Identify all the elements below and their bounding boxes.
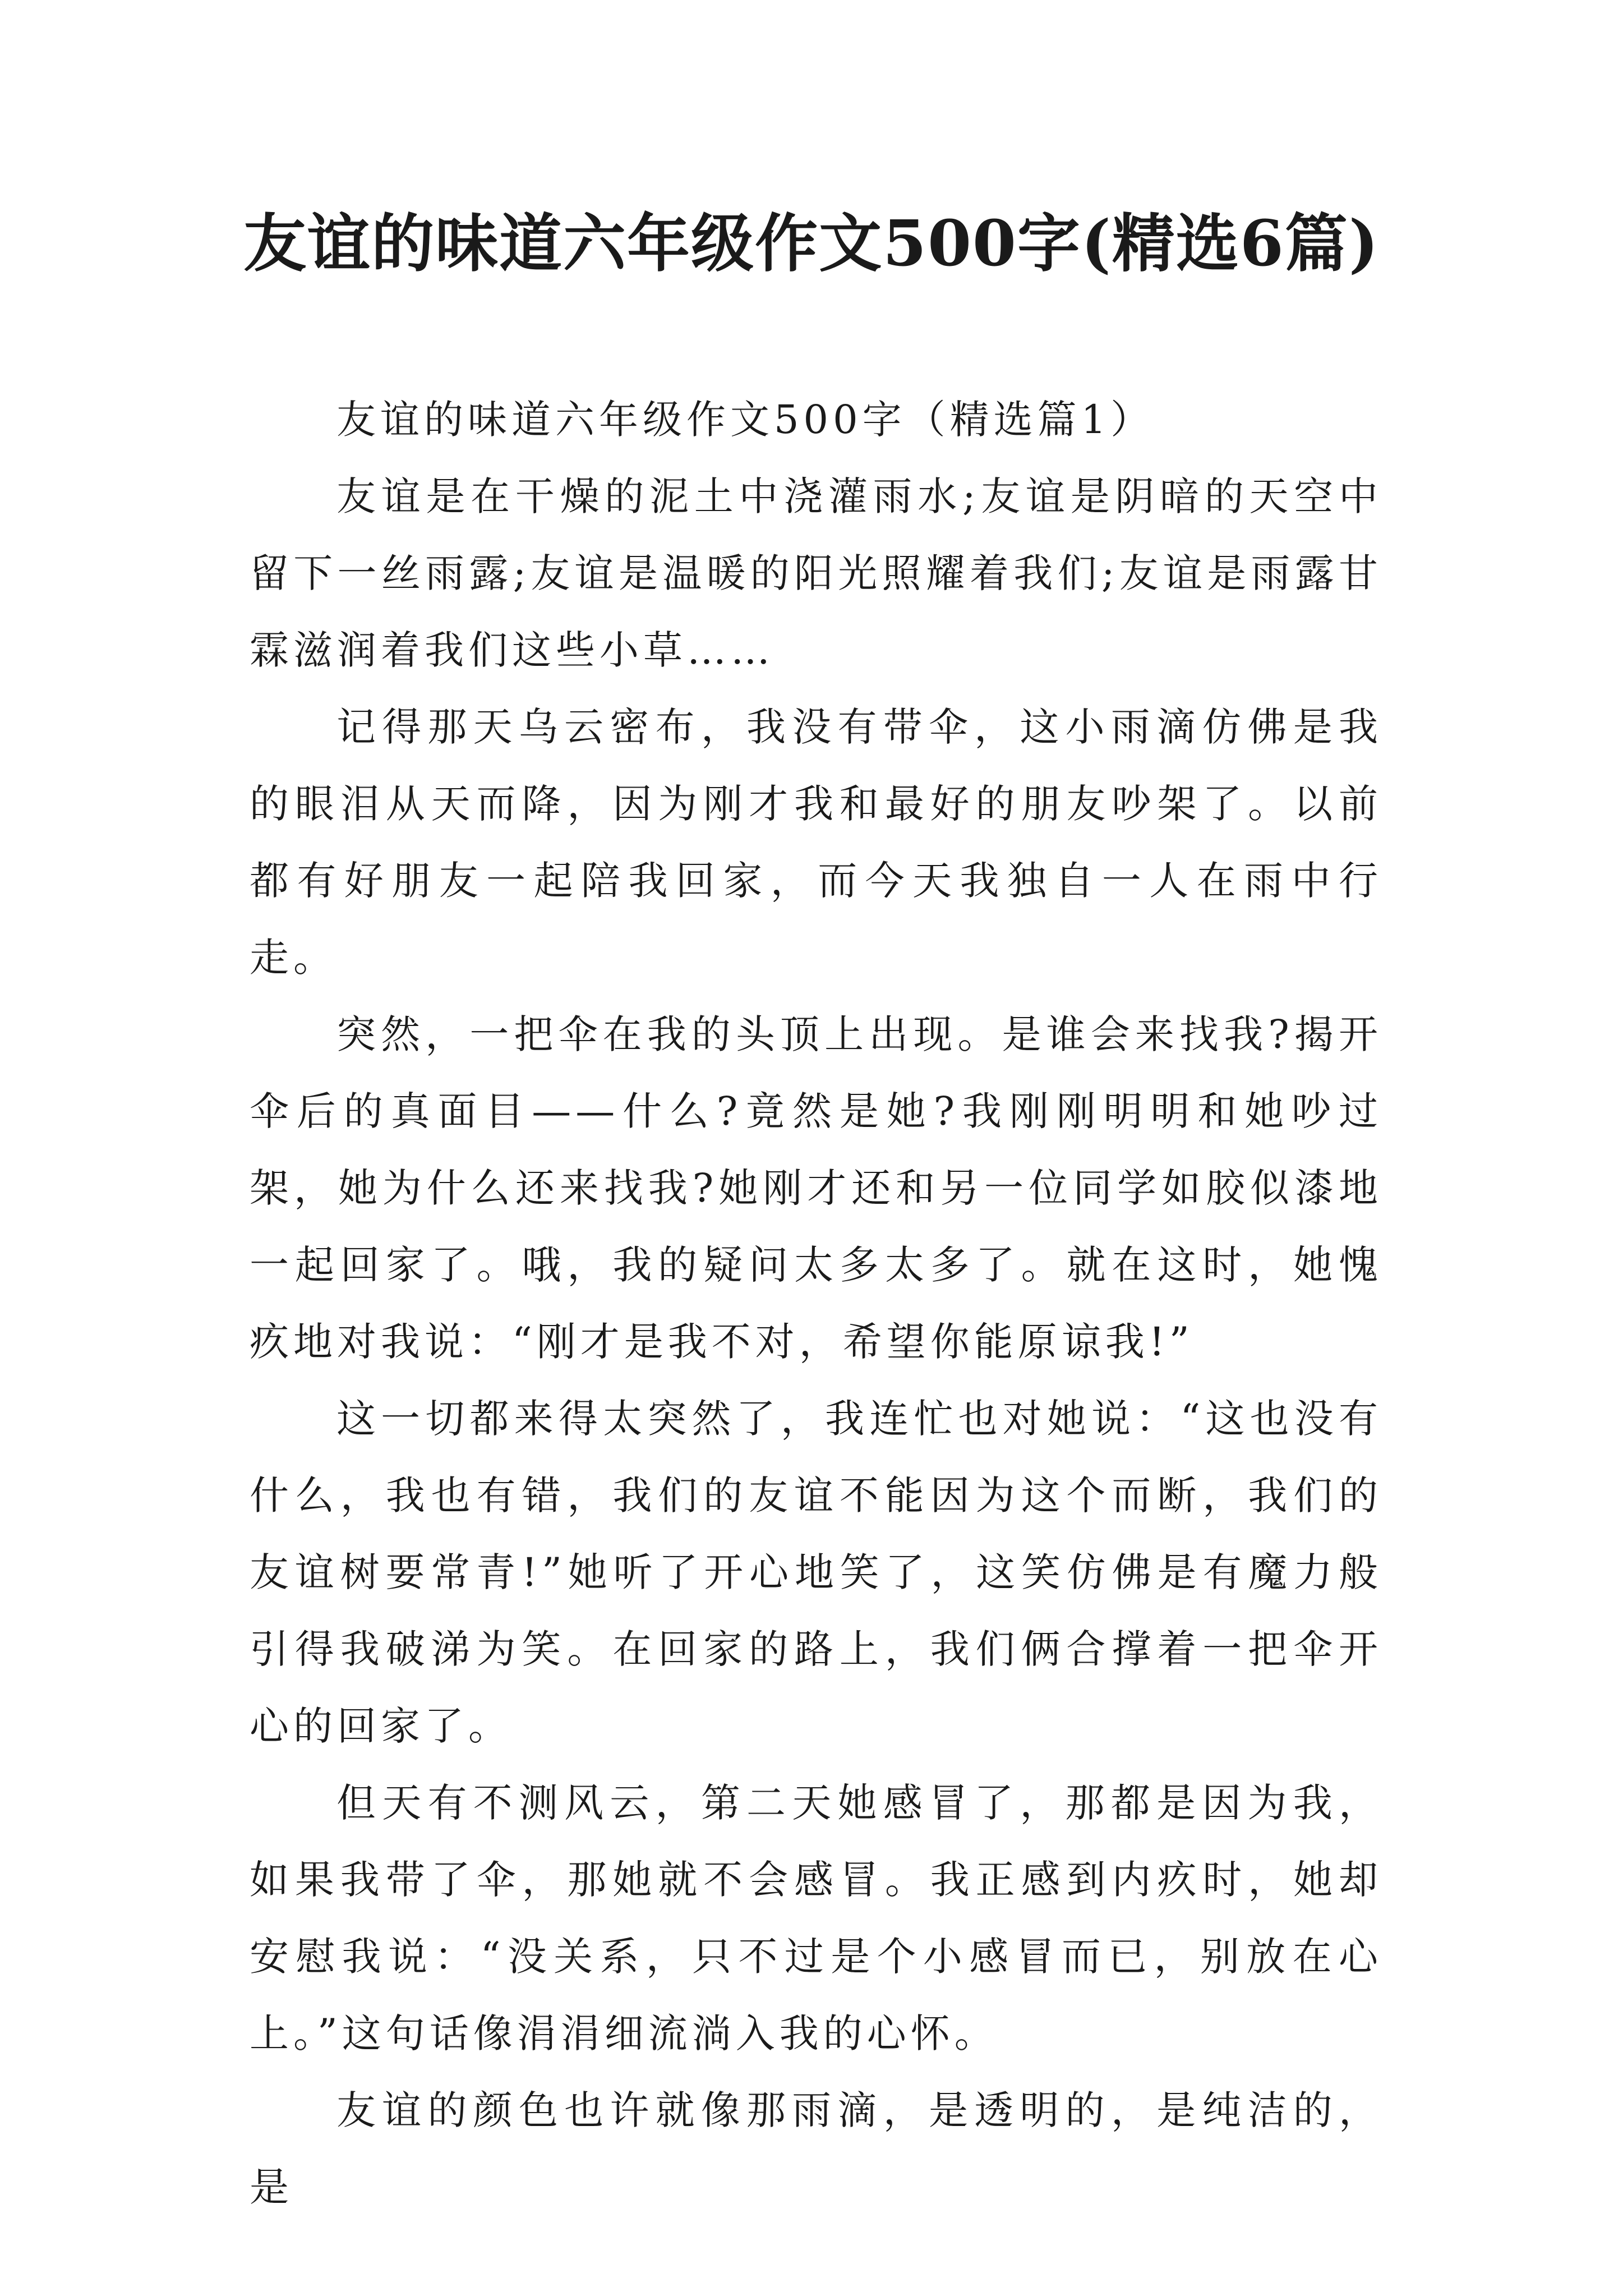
paragraph: 突然，一把伞在我的头顶上出现。是谁会来找我?揭开伞后的真面目——什么?竟然是她?我刚刚明明和她吵过架，她为什么还来找我?她刚才还和另一位同学如胶似漆地一起回家了。哦，我的疑问太多太多了。就在这时，她愧疚地对我说：“刚才是我不对，希望你能原谅我!” — [250, 1011, 1382, 1365]
paragraph: 友谊的颜色也许就像那雨滴，是透明的，是纯洁的，是 — [250, 2087, 1382, 2210]
paragraph: 但天有不测风云，第二天她感冒了，那都是因为我，如果我带了伞，那她就不会感冒。我正感到内疚时，她却安慰我说：“没关系，只不过是个小感冒而已，别放在心上。”这句话像涓涓细流淌入我的心怀。 — [250, 1780, 1382, 2056]
document-body — [250, 381, 1382, 2226]
paragraph: 友谊是在干燥的泥土中浇灌雨水;友谊是阴暗的天空中留下一丝雨露;友谊是温暖的阳光照耀着我们;友谊是雨露甘霖滋润着我们这些小草…… — [250, 473, 1382, 673]
document-title: 友谊的味道六年级作文500字(精选6篇) — [243, 207, 1380, 280]
essay-subheading: 友谊的味道六年级作文500字（精选篇1） — [336, 397, 1155, 443]
paragraph: 这一切都来得太突然了，我连忙也对她说：“这也没有什么，我也有错，我们的友谊不能因为这个而断，我们的友谊树要常青!”她听了开心地笑了，这笑仿佛是有魔力般引得我破涕为笑。在回家的路上，我们俩合撑着一把伞开心的回家了。 — [250, 1396, 1382, 1749]
paragraph: 记得那天乌云密布，我没有带伞，这小雨滴仿佛是我的眼泪从天而降，因为刚才我和最好的朋友吵架了。以前都有好朋友一起陪我回家，而今天我独自一人在雨中行走。 — [250, 704, 1382, 981]
